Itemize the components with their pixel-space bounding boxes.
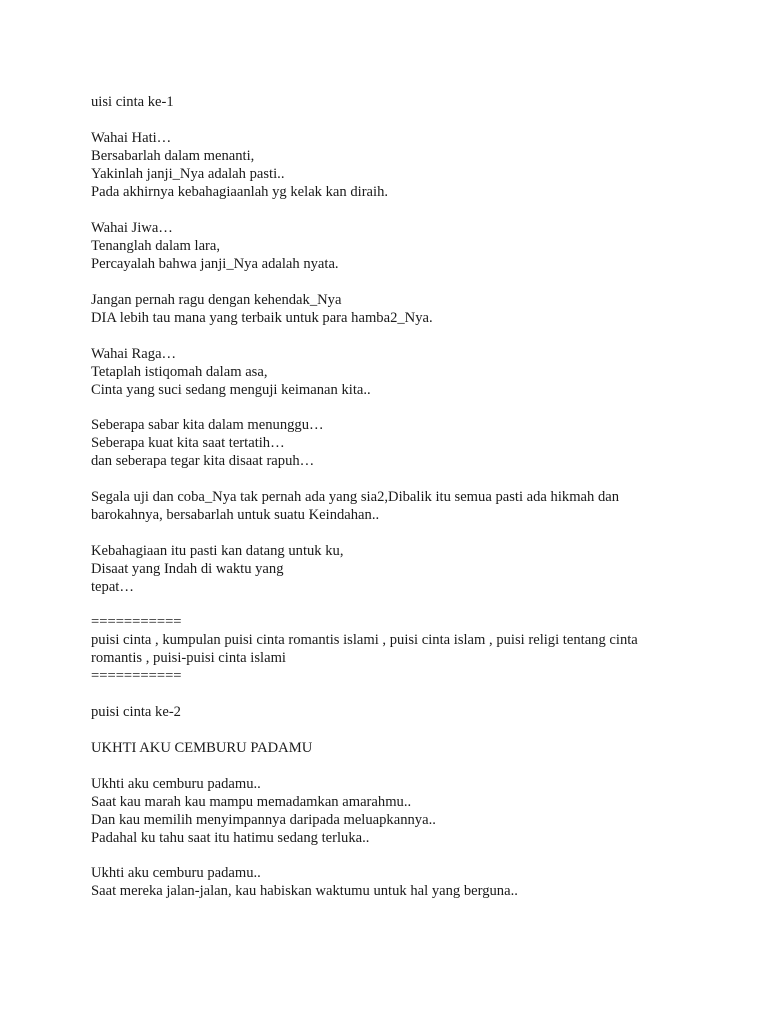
text-line: Kebahagiaan itu pasti kan datang untuk ku, — [91, 543, 344, 559]
text-line: Dan kau memilih menyimpannya daripada meluapkannya.. — [91, 812, 436, 828]
text-line: DIA lebih tau mana yang terbaik untuk para hamba2_Nya. — [91, 310, 433, 326]
text-line: Tetaplah istiqomah dalam asa, — [91, 364, 268, 380]
text-line: Cinta yang suci sedang menguji keimanan kita.. — [91, 382, 371, 398]
text-line: Yakinlah janji_Nya adalah pasti.. — [91, 166, 285, 182]
text-line: puisi cinta , kumpulan puisi cinta romantis islami , puisi cinta islam , puisi religi tentang cinta — [91, 632, 638, 648]
text-line: Seberapa sabar kita dalam menunggu… — [91, 417, 324, 433]
text-line: barokahnya, bersabarlah untuk suatu Keindahan.. — [91, 507, 380, 523]
text-line: Padahal ku tahu saat itu hatimu sedang terluka.. — [91, 830, 370, 846]
text-line: Tenanglah dalam lara, — [91, 238, 221, 254]
poem-1-heading: uisi cinta ke-1 — [91, 94, 174, 110]
text-line: Disaat yang Indah di waktu yang — [91, 561, 284, 577]
separator-line: =========== — [91, 614, 182, 630]
text-line: Saat mereka jalan-jalan, kau habiskan waktumu untuk hal yang berguna.. — [91, 883, 518, 899]
text-line: dan seberapa tegar kita disaat rapuh… — [91, 453, 315, 469]
text-line: Seberapa kuat kita saat tertatih… — [91, 435, 285, 451]
text-line: Wahai Raga… — [91, 346, 177, 362]
poem-2-heading: puisi cinta ke-2 — [91, 704, 181, 720]
text-line: Ukhti aku cemburu padamu.. — [91, 865, 261, 881]
text-line: Segala uji dan coba_Nya tak pernah ada yang sia2,Dibalik itu semua pasti ada hikmah dan — [91, 489, 620, 505]
poem-2-title: UKHTI AKU CEMBURU PADAMU — [91, 740, 313, 756]
separator-line: =========== — [91, 668, 182, 684]
text-line: Saat kau marah kau mampu memadamkan amarahmu.. — [91, 794, 412, 810]
text-line: Wahai Jiwa… — [91, 220, 173, 236]
text-line: romantis , puisi-puisi cinta islami — [91, 650, 286, 666]
text-line: Jangan pernah ragu dengan kehendak_Nya — [91, 292, 342, 308]
text-line: Percayalah bahwa janji_Nya adalah nyata. — [91, 256, 339, 272]
text-line: tepat… — [91, 579, 134, 595]
text-line: Bersabarlah dalam menanti, — [91, 148, 255, 164]
text-line: Ukhti aku cemburu padamu.. — [91, 776, 261, 792]
text-line: Wahai Hati… — [91, 130, 172, 146]
text-line: Pada akhirnya kebahagiaanlah yg kelak kan diraih. — [91, 184, 389, 200]
